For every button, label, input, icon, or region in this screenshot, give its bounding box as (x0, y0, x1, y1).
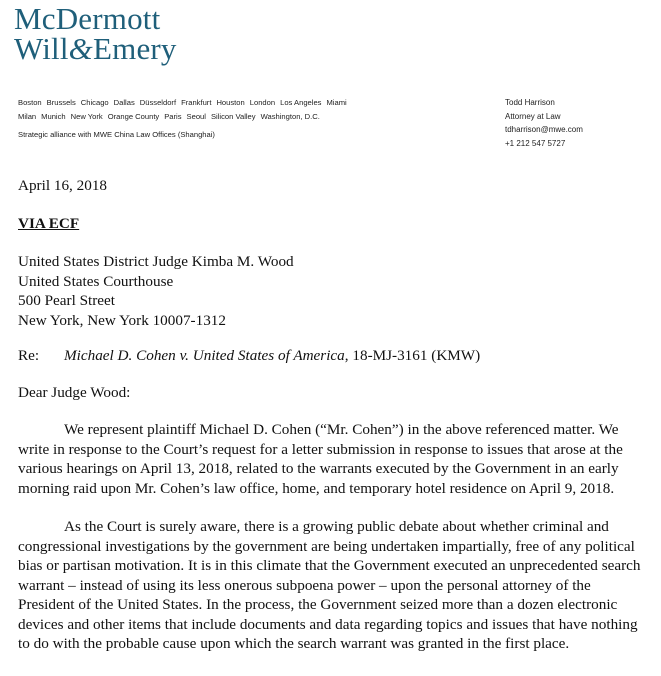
delivery-method: VIA ECF (18, 215, 80, 232)
letter-date: April 16, 2018 (18, 177, 108, 194)
office-item: Los Angeles (280, 98, 322, 107)
office-item: Brussels (46, 98, 76, 107)
recipient-address (18, 252, 294, 330)
office-item: Houston (216, 98, 245, 107)
office-item: London (249, 98, 276, 107)
logo-word-emery: Emery (93, 31, 177, 66)
re-line (18, 346, 480, 366)
sender-email: tdharrison@mwe.com (505, 125, 583, 134)
logo-word-will: Will (14, 31, 69, 66)
office-item: Boston (18, 98, 42, 107)
re-label: Re: (18, 347, 40, 364)
address-line: New York, New York 10007-1312 (18, 311, 226, 329)
office-item: Silicon Valley (210, 112, 256, 121)
sender-phone: +1 212 547 5727 (505, 138, 566, 148)
firm-logo (14, 1, 177, 66)
office-item: Seoul (186, 112, 206, 121)
office-item: Frankfurt (181, 98, 212, 107)
body-paragraph-2: As the Court is surely aware, there is a growing public debate about whether criminal and congressional investigations by the government are being undertaken impartially, free of any political bias or partisan motivation. It is in this climate that the Government executed an unprecedented search warrant – instead of using its less onerous subpoena power – upon the personal attorney of the President of the United States. In the process, the Government seized more than a dozen electronic devices and other items that include documents and data regarding topics and issues that have nothing to do with the probable cause upon which the search warrant was granted in the first place. (18, 518, 641, 652)
office-item: New York (70, 112, 103, 121)
office-item: Milan (18, 112, 37, 121)
address-line: United States Courthouse (18, 272, 174, 290)
salutation: Dear Judge Wood: (18, 384, 131, 401)
address-line: 500 Pearl Street (18, 292, 116, 309)
logo-line-2 (14, 31, 177, 66)
sender-name: Todd Harrison (505, 98, 555, 107)
office-row-2 (18, 110, 418, 124)
case-number: , 18-MJ-3161 (KMW) (344, 347, 481, 364)
office-item: Düsseldorf (139, 98, 177, 107)
office-locations (18, 96, 418, 139)
sender-block (505, 96, 583, 150)
office-item: Paris (164, 112, 182, 121)
office-row-1 (18, 96, 418, 110)
office-item: Chicago (80, 98, 109, 107)
case-name: Michael D. Cohen v. United States of America (64, 347, 345, 364)
office-item: Washington, D.C. (260, 112, 320, 121)
logo-ampersand: & (68, 31, 93, 66)
body-paragraph-1: We represent plaintiff Michael D. Cohen (“Mr. Cohen”) in the above referenced matter. We write in response to the Court’s request for a letter submission in response to issues that arose at the various hearings on April 13, 2018, related to the warrants executed by the Government in an early morning raid upon Mr. Cohen’s law office, home, and temporary hotel residence on April 9, 2018. (18, 421, 623, 497)
office-item: Orange County (107, 112, 160, 121)
sender-title: Attorney at Law (505, 111, 561, 121)
office-item: Miami (326, 98, 347, 107)
office-item: Dallas (113, 98, 135, 107)
office-item: Munich (41, 112, 66, 121)
address-line: United States District Judge Kimba M. Wood (18, 253, 294, 270)
strategic-alliance: Strategic alliance with MWE China Law Offices (Shanghai) (18, 130, 215, 139)
logo-line-1: McDermott (14, 1, 161, 36)
